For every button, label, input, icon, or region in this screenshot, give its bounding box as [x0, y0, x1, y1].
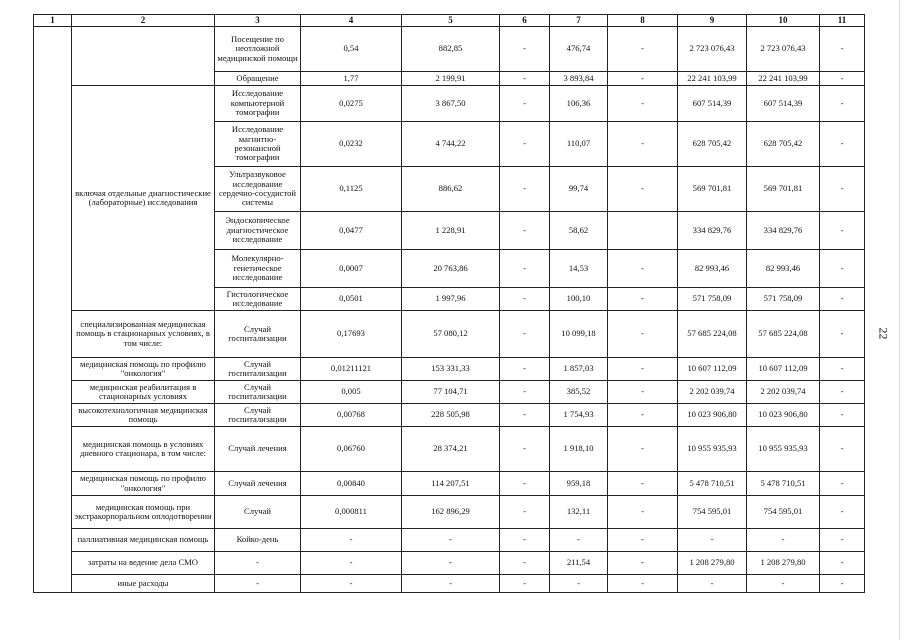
cell: -	[402, 575, 500, 593]
service-unit: Случай госпитализации	[215, 358, 301, 381]
cell: -	[608, 404, 678, 427]
cell: -	[500, 358, 550, 381]
cell: -	[820, 575, 865, 593]
cell: -	[608, 288, 678, 311]
cell: -	[678, 575, 747, 593]
care-type-label: высокотехнологичная медицинская помощь	[72, 404, 215, 427]
cell: -	[500, 529, 550, 552]
service-unit: Исследование магнитно-резонансной томографии	[215, 122, 301, 167]
col-header-11: 11	[820, 15, 865, 27]
page-number: 22	[876, 327, 891, 340]
cell: -	[500, 496, 550, 529]
cell: 1 208 279,80	[747, 552, 820, 575]
cell: 607 514,39	[678, 86, 747, 122]
cell: 57 080,12	[402, 311, 500, 358]
cell: 0,00840	[301, 472, 402, 496]
service-unit: Обращение	[215, 72, 301, 86]
cell: 1 228,91	[402, 212, 500, 250]
cell: -	[820, 358, 865, 381]
cell: 1 754,93	[550, 404, 608, 427]
cell: -	[402, 552, 500, 575]
cell: -	[820, 552, 865, 575]
service-unit: Молекулярно-генетическое исследование	[215, 250, 301, 288]
cell: -	[500, 212, 550, 250]
care-type-label: медицинская помощь по профилю "онкология"	[72, 472, 215, 496]
table-row	[34, 427, 865, 472]
care-type-label: медицинская реабилитация в стационарных условиях	[72, 381, 215, 404]
cell: 0,000811	[301, 496, 402, 529]
table-row	[34, 311, 865, 358]
cell: 57 685 224,08	[678, 311, 747, 358]
col-header-4: 4	[301, 15, 402, 27]
cell: 3 893,84	[550, 72, 608, 86]
col-header-7: 7	[550, 15, 608, 27]
cell: -	[500, 472, 550, 496]
scan-edge-line	[899, 0, 900, 640]
cell: 1,77	[301, 72, 402, 86]
cell: 132,11	[550, 496, 608, 529]
col-header-1: 1	[34, 15, 72, 27]
cell: -	[301, 552, 402, 575]
col-header-2: 2	[72, 15, 215, 27]
cell: 3 867,50	[402, 86, 500, 122]
cell: -	[820, 250, 865, 288]
cell: -	[608, 575, 678, 593]
cell: 82 993,46	[678, 250, 747, 288]
cell: 334 829,76	[678, 212, 747, 250]
cell: 959,18	[550, 472, 608, 496]
service-unit: Гистологическое исследование	[215, 288, 301, 311]
cell: 10 607 112,09	[747, 358, 820, 381]
cell: 20 763,86	[402, 250, 500, 288]
cell: 22 241 103,99	[747, 72, 820, 86]
cell: -	[500, 86, 550, 122]
cell: 77 104,71	[402, 381, 500, 404]
service-unit: Посещение по неотложной медицинской помощи	[215, 27, 301, 72]
care-type-label: затраты на ведение дела СМО	[72, 552, 215, 575]
cell: -	[301, 575, 402, 593]
cell: 58,62	[550, 212, 608, 250]
cell: 10 955 935,93	[747, 427, 820, 472]
table-row	[34, 575, 865, 593]
table-row	[34, 27, 865, 72]
cell: -	[500, 72, 550, 86]
cell: -	[820, 472, 865, 496]
cell: -	[820, 27, 865, 72]
table-row	[34, 552, 865, 575]
cell: -	[820, 122, 865, 167]
cell: 28 374,21	[402, 427, 500, 472]
cell: 14,53	[550, 250, 608, 288]
cell: -	[301, 529, 402, 552]
care-type-label: медицинская помощь по профилю "онкология"	[72, 358, 215, 381]
cell: -	[500, 167, 550, 212]
cell: -	[820, 311, 865, 358]
cell: -	[608, 427, 678, 472]
cell: 2 202 039,74	[747, 381, 820, 404]
cell: -	[500, 250, 550, 288]
cell: -	[608, 122, 678, 167]
cell: 82 993,46	[747, 250, 820, 288]
cell: -	[820, 72, 865, 86]
cell: 2 199,91	[402, 72, 500, 86]
col2-cell	[72, 27, 215, 86]
table-row	[34, 472, 865, 496]
care-type-label: паллиативная медицинская помощь	[72, 529, 215, 552]
cell: 0,01211121	[301, 358, 402, 381]
cell: 106,36	[550, 86, 608, 122]
service-unit: Койко-день	[215, 529, 301, 552]
cell: -	[500, 311, 550, 358]
cell: -	[500, 552, 550, 575]
table-row	[34, 381, 865, 404]
cell: 0,0501	[301, 288, 402, 311]
table-row	[34, 86, 865, 122]
table-row	[34, 358, 865, 381]
service-unit: Случай госпитализации	[215, 404, 301, 427]
cell: -	[608, 167, 678, 212]
cell: 110,07	[550, 122, 608, 167]
cell: 0,005	[301, 381, 402, 404]
col-header-10: 10	[747, 15, 820, 27]
cell: -	[820, 381, 865, 404]
cell: -	[500, 122, 550, 167]
cell: -	[500, 381, 550, 404]
cell: -	[550, 529, 608, 552]
cell	[608, 212, 678, 250]
cell: 4 744,22	[402, 122, 500, 167]
cell: -	[608, 27, 678, 72]
cell: 1 208 279,80	[678, 552, 747, 575]
cell: -	[820, 86, 865, 122]
care-type-label: медицинская помощь при экстракорпоральном оплодотворении	[72, 496, 215, 529]
cell: -	[820, 529, 865, 552]
col-header-9: 9	[678, 15, 747, 27]
cell: 211,54	[550, 552, 608, 575]
cell: 162 896,29	[402, 496, 500, 529]
cell: 10 955 935,93	[678, 427, 747, 472]
cell: 754 595,01	[678, 496, 747, 529]
cell: -	[608, 552, 678, 575]
cell: 569 701,81	[678, 167, 747, 212]
cell: 0,06760	[301, 427, 402, 472]
cell: -	[608, 311, 678, 358]
cell: 57 685 224,08	[747, 311, 820, 358]
cell: 754 595,01	[747, 496, 820, 529]
col-header-5: 5	[402, 15, 500, 27]
cell: -	[820, 212, 865, 250]
cell: -	[820, 288, 865, 311]
cell: 228 505,98	[402, 404, 500, 427]
cell: 10 023 906,80	[747, 404, 820, 427]
cell: 0,0232	[301, 122, 402, 167]
cell: -	[500, 575, 550, 593]
col-header-8: 8	[608, 15, 678, 27]
cell: -	[608, 358, 678, 381]
cell: 10 023 906,80	[678, 404, 747, 427]
group-label-diagnostics: включая отдельные диагностические (лабораторные) исследования	[72, 86, 215, 311]
col-header-3: 3	[215, 15, 301, 27]
table-row	[34, 496, 865, 529]
cell: 0,54	[301, 27, 402, 72]
cell: -	[608, 472, 678, 496]
table-row	[34, 404, 865, 427]
cell: 385,52	[550, 381, 608, 404]
cell: -	[747, 575, 820, 593]
service-unit: Эндоскопическое диагностическое исследование	[215, 212, 301, 250]
cell: -	[608, 86, 678, 122]
cell: 571 758,09	[747, 288, 820, 311]
cell: 607 514,39	[747, 86, 820, 122]
cell: -	[500, 404, 550, 427]
cell: 22 241 103,99	[678, 72, 747, 86]
service-unit: -	[215, 552, 301, 575]
service-unit: Случай	[215, 496, 301, 529]
cell: 5 478 710,51	[678, 472, 747, 496]
cell: -	[500, 288, 550, 311]
cell: 628 705,42	[747, 122, 820, 167]
service-unit: Случай лечения	[215, 472, 301, 496]
col1-cell	[34, 27, 72, 593]
cell: 628 705,42	[678, 122, 747, 167]
cell: 1 857,03	[550, 358, 608, 381]
cell: 476,74	[550, 27, 608, 72]
cell: 0,0275	[301, 86, 402, 122]
cell: 99,74	[550, 167, 608, 212]
cell: 0,17693	[301, 311, 402, 358]
cell: -	[608, 250, 678, 288]
cell: 153 331,33	[402, 358, 500, 381]
cell: 2 723 076,43	[678, 27, 747, 72]
cell: 10 099,18	[550, 311, 608, 358]
cell: 100,10	[550, 288, 608, 311]
cell: 0,0007	[301, 250, 402, 288]
table-row	[34, 529, 865, 552]
cell: -	[500, 27, 550, 72]
cell: -	[608, 72, 678, 86]
service-unit: Случай госпитализации	[215, 311, 301, 358]
cell: 2 723 076,43	[747, 27, 820, 72]
cell: -	[820, 404, 865, 427]
cell: -	[820, 167, 865, 212]
cell: 10 607 112,09	[678, 358, 747, 381]
cell: -	[550, 575, 608, 593]
cell: -	[608, 529, 678, 552]
cell: 571 758,09	[678, 288, 747, 311]
cell: -	[678, 529, 747, 552]
financial-table	[33, 14, 865, 593]
service-unit: Исследование компьютерной томографии	[215, 86, 301, 122]
cell: 1 997,96	[402, 288, 500, 311]
cell: -	[402, 529, 500, 552]
cell: -	[820, 496, 865, 529]
col-header-6: 6	[500, 15, 550, 27]
cell: 114 207,51	[402, 472, 500, 496]
cell: -	[608, 496, 678, 529]
cell: 882,85	[402, 27, 500, 72]
cell: 1 918,10	[550, 427, 608, 472]
care-type-label: иные расходы	[72, 575, 215, 593]
cell: -	[820, 427, 865, 472]
care-type-label: специализированная медицинская помощь в стационарных условиях, в том числе:	[72, 311, 215, 358]
cell: 0,0477	[301, 212, 402, 250]
cell: 886,62	[402, 167, 500, 212]
header-row	[34, 15, 865, 27]
cell: 0,00768	[301, 404, 402, 427]
cell: 569 701,81	[747, 167, 820, 212]
service-unit: -	[215, 575, 301, 593]
cell: 0,1125	[301, 167, 402, 212]
cell: -	[500, 427, 550, 472]
cell: 2 202 039,74	[678, 381, 747, 404]
cell: 334 829,76	[747, 212, 820, 250]
service-unit: Случай госпитализации	[215, 381, 301, 404]
cell: 5 478 710,51	[747, 472, 820, 496]
cell: -	[608, 381, 678, 404]
service-unit: Случай лечения	[215, 427, 301, 472]
cell: -	[747, 529, 820, 552]
care-type-label: медицинская помощь в условиях дневного стационара, в том числе:	[72, 427, 215, 472]
service-unit: Ультразвуковое исследование сердечно-сосудистой системы	[215, 167, 301, 212]
